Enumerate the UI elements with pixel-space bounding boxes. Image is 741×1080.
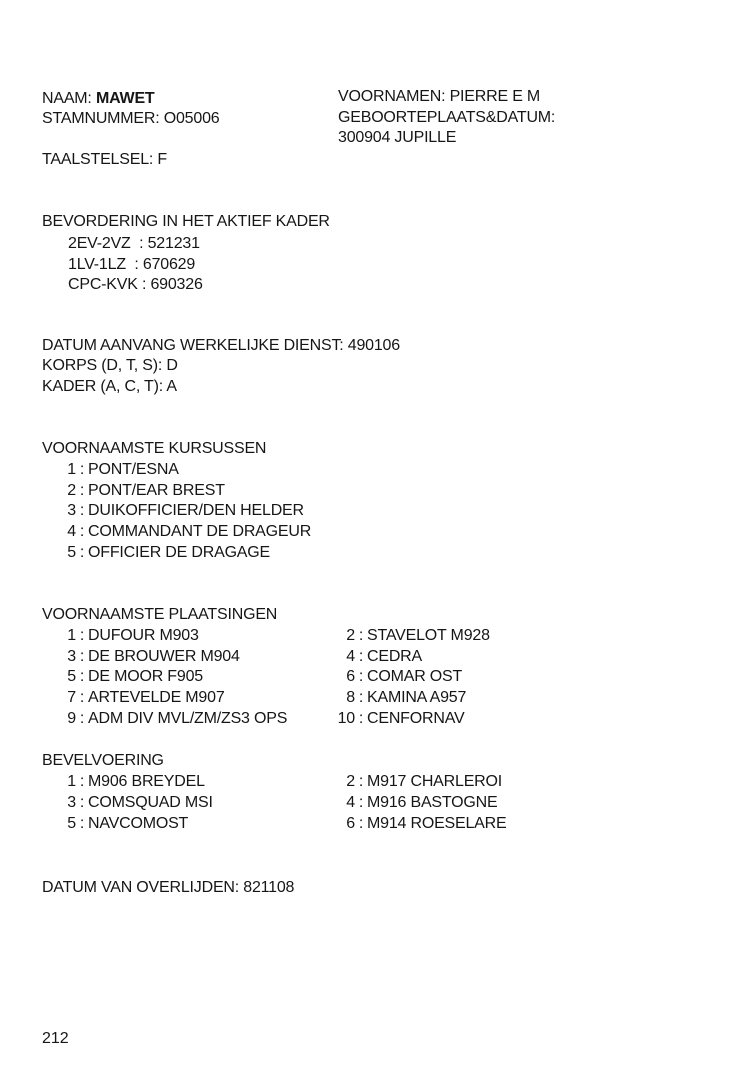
datum-aanvang-dienst: DATUM AANVANG WERKELIJKE DIENST: 490106 xyxy=(42,337,400,354)
list-item: 4 : CEDRA xyxy=(346,648,423,665)
list-item: 6 : M914 ROESELARE xyxy=(346,815,507,832)
plaatsingen-title: VOORNAAMSTE PLAATSINGEN xyxy=(42,606,278,623)
list-item: 1 : M906 BREYDEL xyxy=(67,773,205,790)
list-item: 4 : M916 BASTOGNE xyxy=(346,794,498,811)
list-item: 3 : COMSQUAD MSI xyxy=(67,794,213,811)
list-item: 9 : ADM DIV MVL/ZM/ZS3 OPS xyxy=(67,710,288,727)
geboorte-value: 300904 JUPILLE xyxy=(338,129,457,146)
bevordering-item: 1LV-1LZ : 670629 xyxy=(68,256,196,273)
taalstelsel-line: TAALSTELSEL: F xyxy=(42,151,167,168)
list-item: 7 : ARTEVELDE M907 xyxy=(67,689,225,706)
naam-value: MAWET xyxy=(95,90,155,107)
bevordering-item: 2EV-2VZ : 521231 xyxy=(68,235,200,252)
list-item: 4 : COMMANDANT DE DRAGEUR xyxy=(67,523,312,540)
list-item: 2 : M917 CHARLEROI xyxy=(346,773,503,790)
list-item: 2 : STAVELOT M928 xyxy=(346,627,490,644)
list-item: 3 : DE BROUWER M904 xyxy=(67,648,240,665)
list-item: 1 : PONT/ESNA xyxy=(67,461,179,478)
list-item: 10 : CENFORNAV xyxy=(337,710,465,727)
list-item: 5 : OFFICIER DE DRAGAGE xyxy=(67,544,270,561)
list-item: 5 : DE MOOR F905 xyxy=(67,668,203,685)
datum-overlijden: DATUM VAN OVERLIJDEN: 821108 xyxy=(42,879,295,896)
voornamen-line: VOORNAMEN: PIERRE E M xyxy=(338,88,541,105)
kader-line: KADER (A, C, T): A xyxy=(42,378,177,395)
list-item: 8 : KAMINA A957 xyxy=(346,689,467,706)
kursussen-title: VOORNAAMSTE KURSUSSEN xyxy=(42,440,267,457)
list-item: 2 : PONT/EAR BREST xyxy=(67,482,225,499)
list-item: 3 : DUIKOFFICIER/DEN HELDER xyxy=(67,502,304,519)
list-item: 1 : DUFOUR M903 xyxy=(67,627,199,644)
bevordering-title: BEVORDERING IN HET AKTIEF KADER xyxy=(42,213,330,230)
geboorte-label: GEBOORTEPLAATS&DATUM: xyxy=(338,109,556,126)
korps-line: KORPS (D, T, S): D xyxy=(42,357,178,374)
list-item: 6 : COMAR OST xyxy=(346,668,463,685)
naam-label: NAAM: xyxy=(42,90,92,107)
list-item: 5 : NAVCOMOST xyxy=(67,815,189,832)
bevelvoering-title: BEVELVOERING xyxy=(42,752,164,769)
naam-line xyxy=(42,88,155,109)
page-number: 212 xyxy=(42,1030,69,1047)
stamnummer-line: STAMNUMMER: O05006 xyxy=(42,110,220,127)
bevordering-item: CPC-KVK : 690326 xyxy=(68,276,203,293)
